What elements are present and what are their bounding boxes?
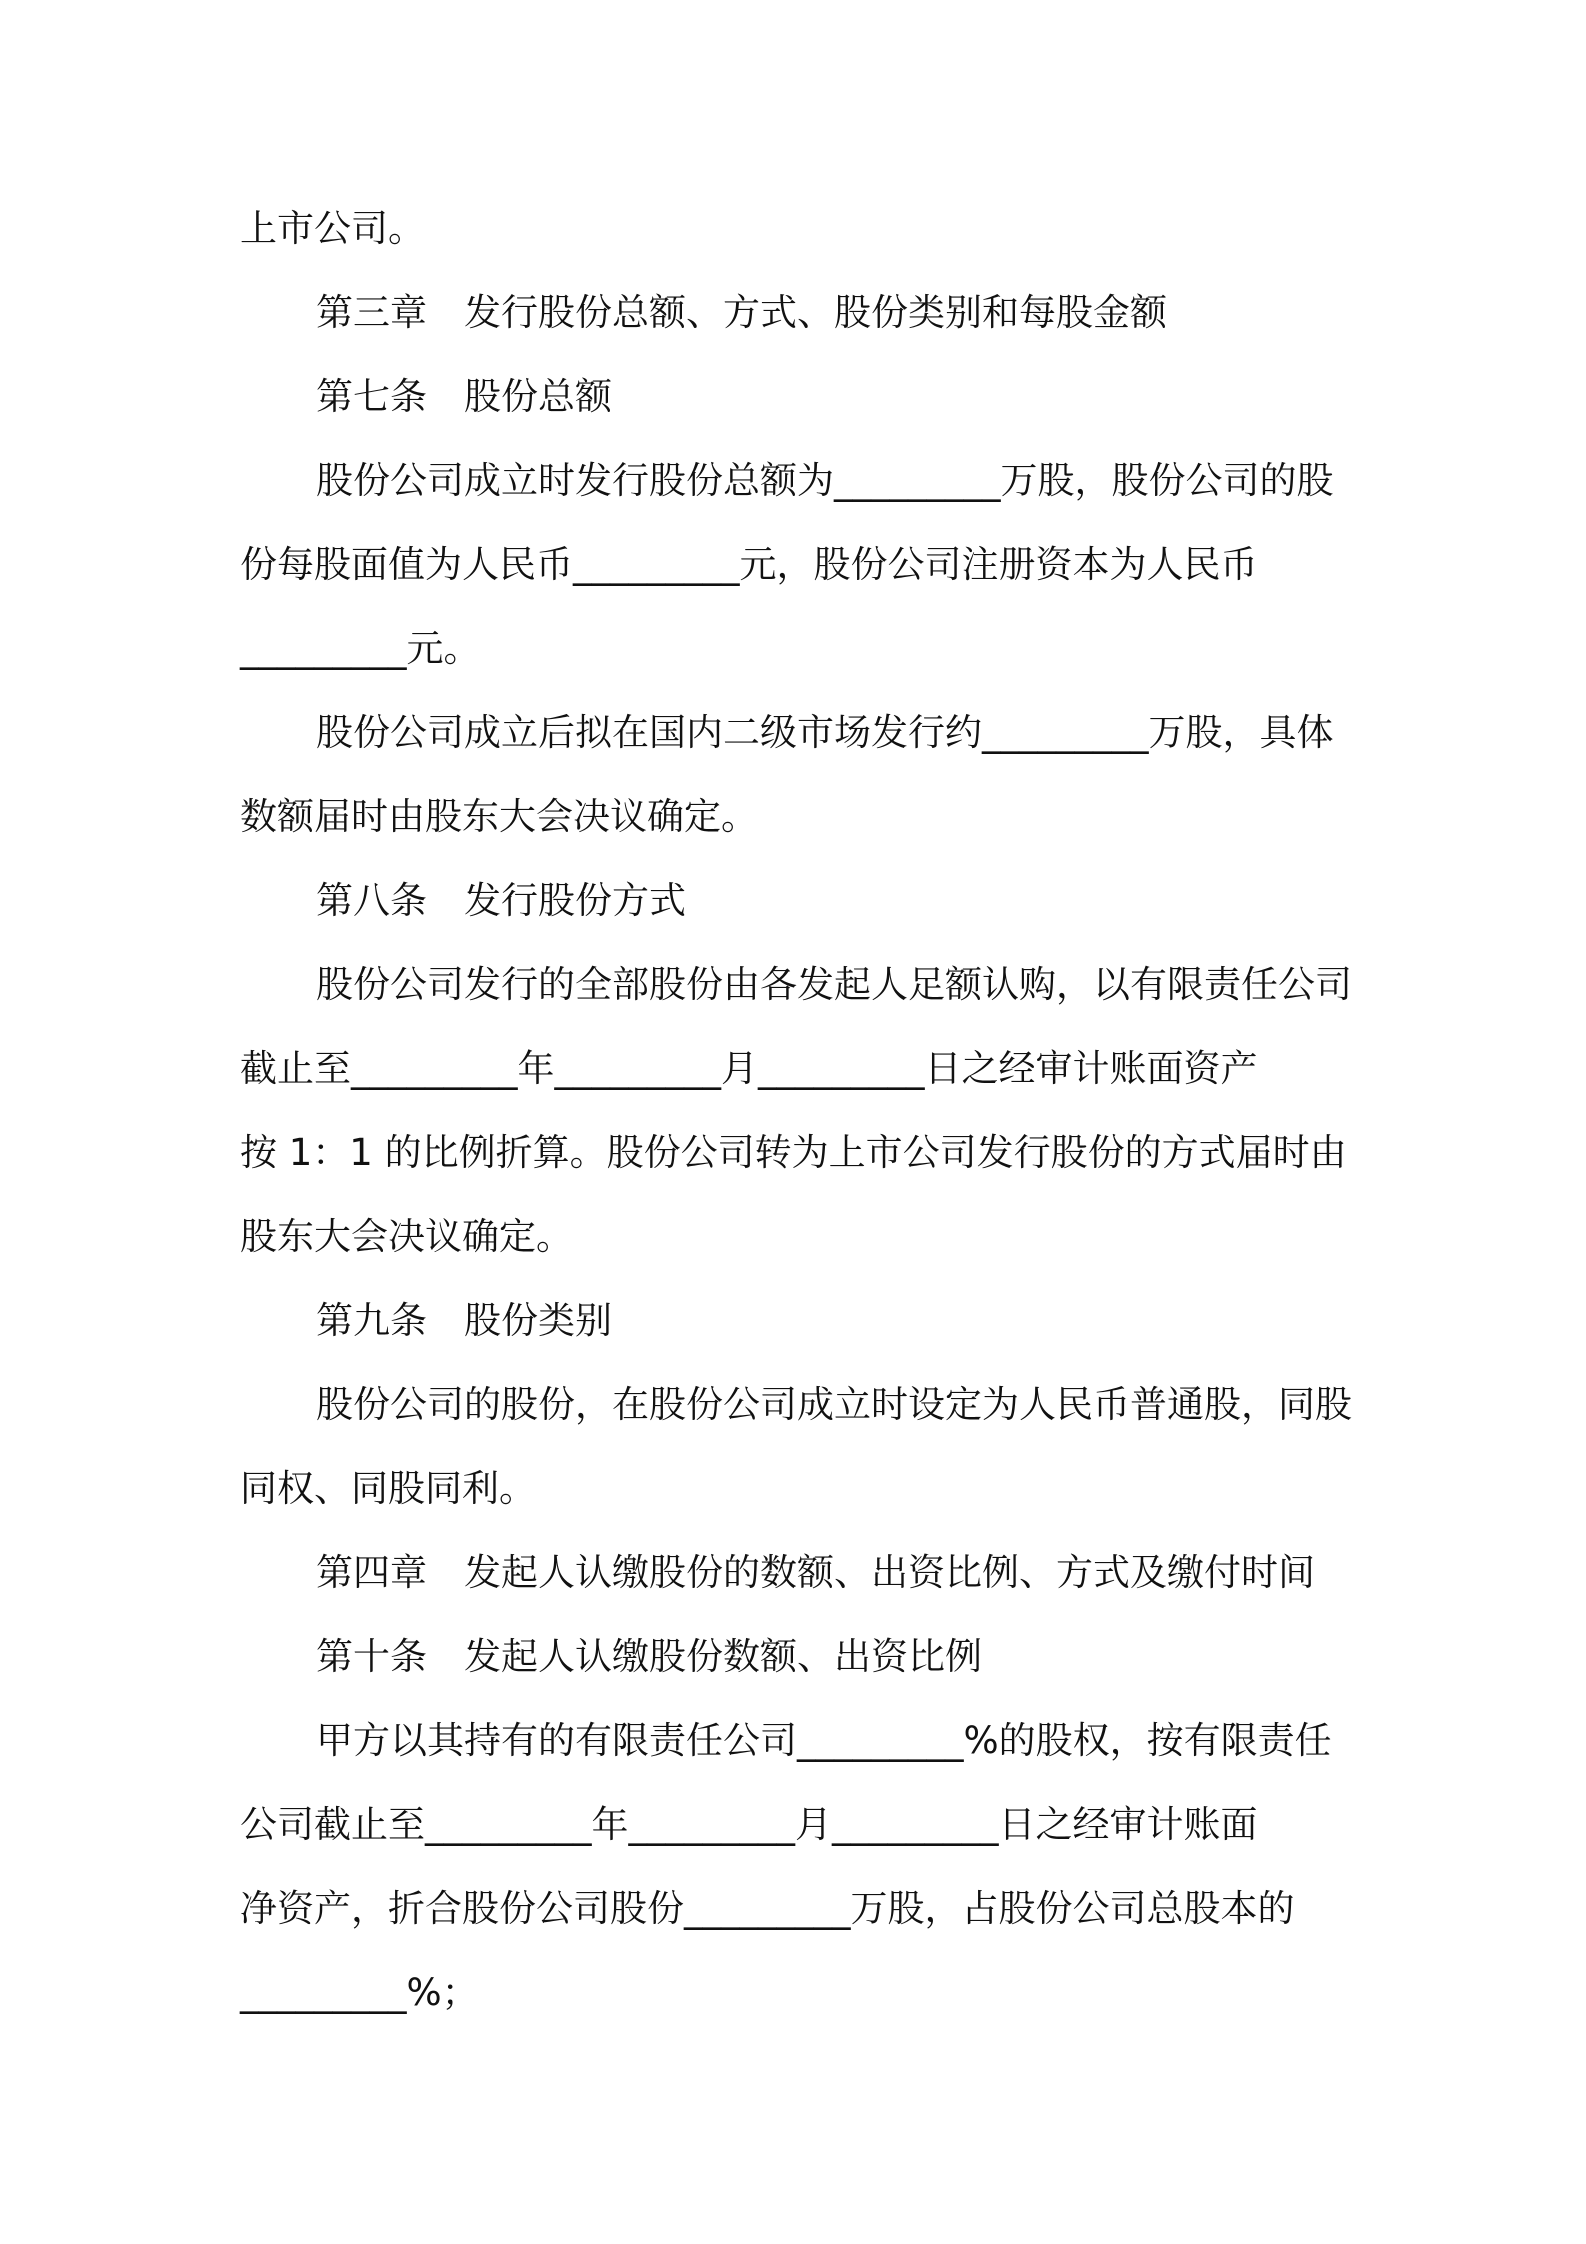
chapter-heading: 第四章 发起人认缴股份的数额、出资比例、方式及缴付时间 [316,1551,1315,1594]
text-line: 同权、同股同利。 [240,1467,536,1510]
text-line: 股份公司发行的全部股份由各发起人足额认购，以有限责任公司 [316,963,1352,1006]
text-line: 甲方以其持有的有限责任公司_________%的股权，按有限责任 [316,1719,1332,1762]
article-heading: 第十条 发起人认缴股份数额、出资比例 [316,1635,982,1678]
text-line: _________%； [240,1971,479,2014]
text-line: _________元。 [240,627,481,670]
article-heading: 第九条 股份类别 [316,1299,612,1342]
text-line: 公司截止至_________年_________月_________日之经审计账面 [240,1803,1258,1846]
text-line: 股份公司成立时发行股份总额为_________万股，股份公司的股 [316,459,1334,502]
text-line: 上市公司。 [240,207,425,250]
text-line: 数额届时由股东大会决议确定。 [240,795,758,838]
text-line: 净资产，折合股份公司股份_________万股，占股份公司总股本的 [240,1887,1295,1930]
article-heading: 第七条 股份总额 [316,375,612,418]
text-line: 股份公司成立后拟在国内二级市场发行约_________万股，具体 [316,711,1334,754]
text-line: 份每股面值为人民币_________元，股份公司注册资本为人民币 [240,543,1258,586]
text-line: 按 1：1 的比例折算。股份公司转为上市公司发行股份的方式届时由 [240,1131,1347,1174]
text-line: 股东大会决议确定。 [240,1215,573,1258]
text-line: 股份公司的股份，在股份公司成立时设定为人民币普通股，同股 [316,1383,1352,1426]
article-heading: 第八条 发行股份方式 [316,879,686,922]
chapter-heading: 第三章 发行股份总额、方式、股份类别和每股金额 [316,291,1167,334]
text-line: 截止至_________年_________月_________日之经审计账面资产 [240,1047,1258,1090]
